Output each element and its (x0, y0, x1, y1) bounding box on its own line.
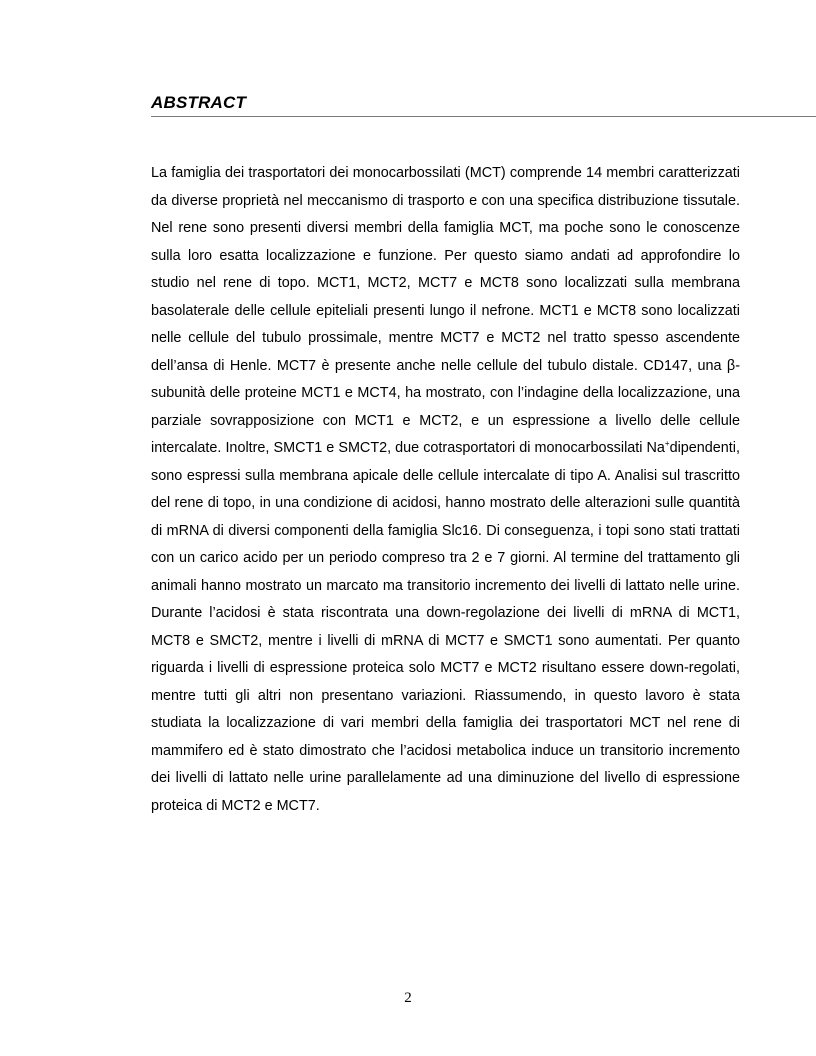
page-number: 2 (404, 990, 412, 1006)
section-heading: ABSTRACT (151, 93, 247, 112)
sodium-superscript: + (664, 439, 670, 449)
abstract-paragraph (151, 160, 740, 820)
abstract-text-part-1: La famiglia dei trasportatori dei monocarbossilati (MCT) comprende 14 membri caratterizzati da diverse proprietà nel meccanismo di trasporto e con una specifica distribuzione tissutale. Nel rene sono presenti diversi membri della famiglia MCT, ma poche sono le conoscenze sulla loro esatta localizzazione e funzione. Per questo siamo andati ad approfondire lo studio nel rene di topo. MCT1, MCT2, MCT7 e MCT8 sono localizzati sulla membrana basolaterale delle cellule epiteliali presenti lungo il nefrone. MCT1 e MCT8 sono localizzati nelle cellule del tubulo prossimale, mentre MCT7 e MCT2 nel tratto spesso ascendente dell’ansa di Henle. MCT7 è presente anche nelle cellule del tubulo distale. CD147, una β-subunità delle proteine MCT1 e MCT4, ha mostrato, con l’indagine della localizzazione, una parziale sovrapposizione con MCT1 e MCT2, e un espressione a livello delle cellule intercalate. Inoltre, SMCT1 e SMCT2, due cotrasportatori di monocarbossilati Na (151, 165, 740, 456)
abstract-text-part-2: dipendenti, sono espressi sulla membrana apicale delle cellule intercalate di tipo A. Analisi sul trascritto del rene di topo, in una condizione di acidosi, hanno mostrato delle alterazioni sulle quantità di mRNA di diversi componenti della famiglia Slc16. Di conseguenza, i topi sono stati trattati con un carico acido per un periodo compreso tra 2 e 7 giorni. Al termine del trattamento gli animali hanno mostrato un marcato ma transitorio incremento dei livelli di lattato nelle urine. Durante l’acidosi è stata riscontrata una down-regolazione dei livelli di mRNA di MCT1, MCT8 e SMCT2, mentre i livelli di mRNA di MCT7 e SMCT1 sono aumentati. Per quanto riguarda i livelli di espressione proteica solo MCT7 e MCT2 risultano essere down-regolati, mentre tutti gli altri non presentano variazioni. Riassumendo, in questo lavoro è stata studiata la localizzazione di vari membri della famiglia dei trasportatori MCT nel rene di mammifero ed è stato dimostrato che l’acidosi metabolica induce un transitorio incremento dei livelli di lattato nelle urine parallelamente ad una diminuzione del livello di espressione proteica di MCT2 e MCT7. (151, 440, 740, 814)
heading-rule (151, 116, 816, 117)
